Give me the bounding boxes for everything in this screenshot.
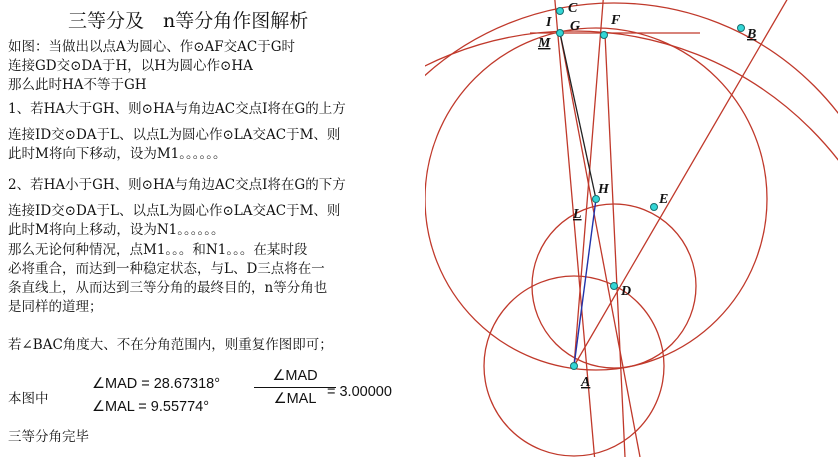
label-b: B (747, 27, 757, 42)
angle-mad-measure: ∠MAD = 28.67318° (92, 376, 221, 392)
point-f (601, 32, 608, 39)
case2-line-1: 2、若HA小于GH、则⊙HA与角边AC交点I将在G的下方 (8, 177, 346, 193)
points (557, 8, 745, 370)
footer-text: 三等分角完毕 (8, 429, 89, 445)
label-f: F (611, 13, 621, 28)
case1-line-1: 1、若HA大于GH、则⊙HA与角边AC交点I将在G的上方 (8, 101, 346, 117)
summary-line-1: 那么无论何种情况，点M1。。。和N1。。。在某时段 (8, 242, 308, 258)
point-a (571, 363, 578, 370)
label-m: M (538, 36, 551, 51)
case1-line-2: 连接ID交⊙DA于L、以点L为圆心作⊙LA交AC于M、则 (8, 127, 341, 143)
page-title: 三等分及 n等分角作图解析 (68, 10, 309, 32)
ratio-value: = 3.00000 (327, 384, 392, 400)
measure-caption: 本图中 (8, 391, 49, 407)
label-d: D (621, 284, 632, 299)
point-d (611, 283, 618, 290)
point-c (557, 8, 564, 15)
angle-mal-measure: ∠MAL = 9.55774° (92, 399, 210, 415)
summary-line-4: 是同样的道理； (8, 299, 103, 315)
label-i: I (546, 15, 552, 30)
case2-line-2: 连接ID交⊙DA于L、以点L为圆心作⊙LA交AC于M、则 (8, 203, 341, 219)
case1-line-3: 此时M将向下移动，设为M1。。。。。。 (8, 146, 227, 162)
ratio-denominator: ∠MAL (273, 391, 317, 407)
point-e (651, 204, 658, 211)
ray-ac (541, 0, 600, 457)
intro-line-1: 如图：当做出以点A为圆心、作⊙AF交AC于G时 (8, 39, 296, 55)
line-md (560, 33, 640, 457)
ratio-numerator: ∠MAD (272, 368, 318, 384)
label-l: L (573, 207, 582, 222)
line-fd (605, 34, 625, 457)
point-g (557, 30, 564, 37)
label-g: G (570, 19, 581, 34)
summary-line-2: 必将重合，而达到一种稳定状态，与L、D三点将在一 (8, 261, 325, 277)
label-a: A (581, 375, 591, 390)
circle-af (239, 31, 838, 457)
intro-line-2: 连接GD交⊙DA于H，以H为圆心作⊙HA (8, 58, 253, 74)
point-b (738, 25, 745, 32)
intro-line-3: 那么此时HA不等于GH (8, 77, 147, 93)
construction-lines (239, 0, 838, 457)
label-c: C (568, 1, 578, 16)
label-e: E (659, 192, 669, 207)
repeat-note: 若∠BAC角度大、不在分角范围内，则重复作图即可； (8, 337, 333, 353)
summary-line-3: 条直线上，从而达到三等分角的最终目的，n等分角也 (8, 280, 328, 296)
ray-ab (574, 0, 838, 366)
label-h: H (598, 182, 609, 197)
case2-line-3: 此时M将向上移动，设为N1。。。。。。 (8, 222, 225, 238)
